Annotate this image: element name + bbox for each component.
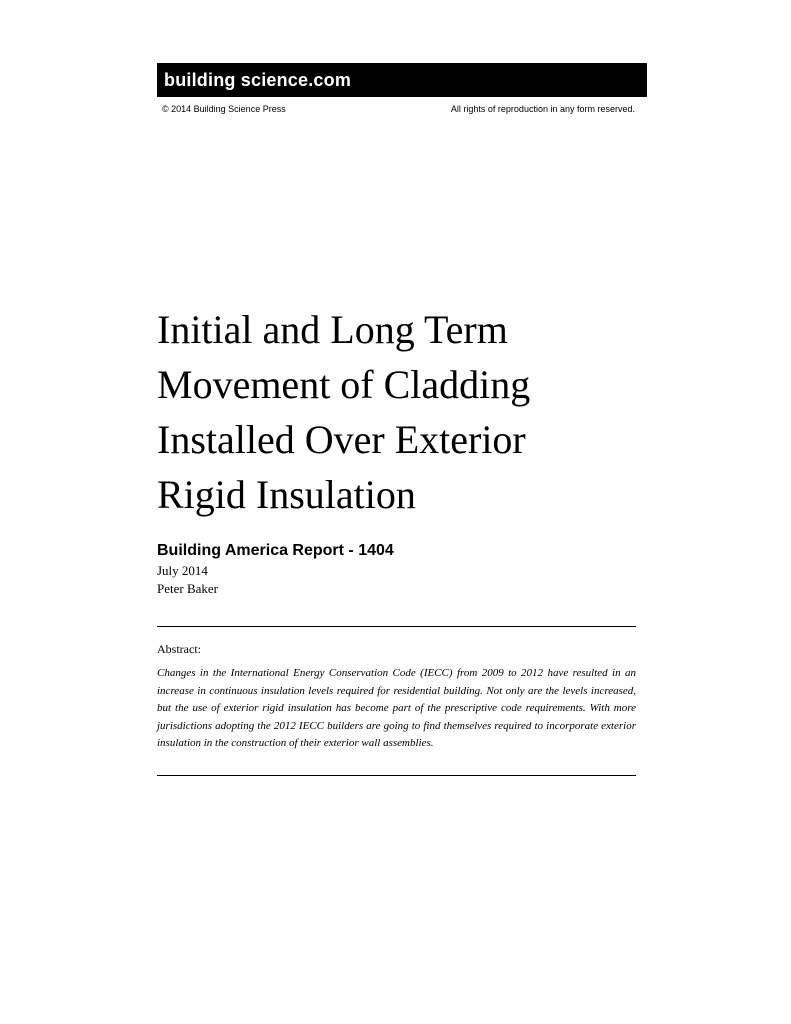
brand-name: building science.com (164, 69, 352, 90)
copyright-notice: © 2014 Building Science Press (162, 104, 286, 114)
rights-notice: All rights of reproduction in any form reserved. (450, 104, 635, 114)
document-title (157, 302, 637, 522)
title-line: Movement of Cladding (157, 362, 531, 407)
author-name: Peter Baker (157, 581, 219, 596)
divider-top (157, 626, 636, 627)
title-line: Initial and Long Term (157, 307, 508, 352)
report-number: Building America Report - 1404 (157, 542, 394, 559)
title-line: Installed Over Exterior (157, 417, 526, 462)
publication-date: July 2014 (157, 563, 208, 578)
divider-bottom (157, 775, 636, 776)
abstract-label: Abstract: (157, 642, 201, 656)
brand-banner (157, 63, 647, 97)
abstract-text: Changes in the International Energy Conservation Code (IECC) from 2009 to 2012 have resulted in an increase in continuous insulation levels required for residential building. Not only are the levels increased, but the use of exterior rigid insulation has become part of the prescriptive code requirements. With more jurisdictions adopting the 2012 IECC builders are going to find themselves required to incorporate exterior insulation in the construction of their exterior wall assemblies. (157, 667, 636, 749)
title-line: Rigid Insulation (157, 472, 416, 517)
